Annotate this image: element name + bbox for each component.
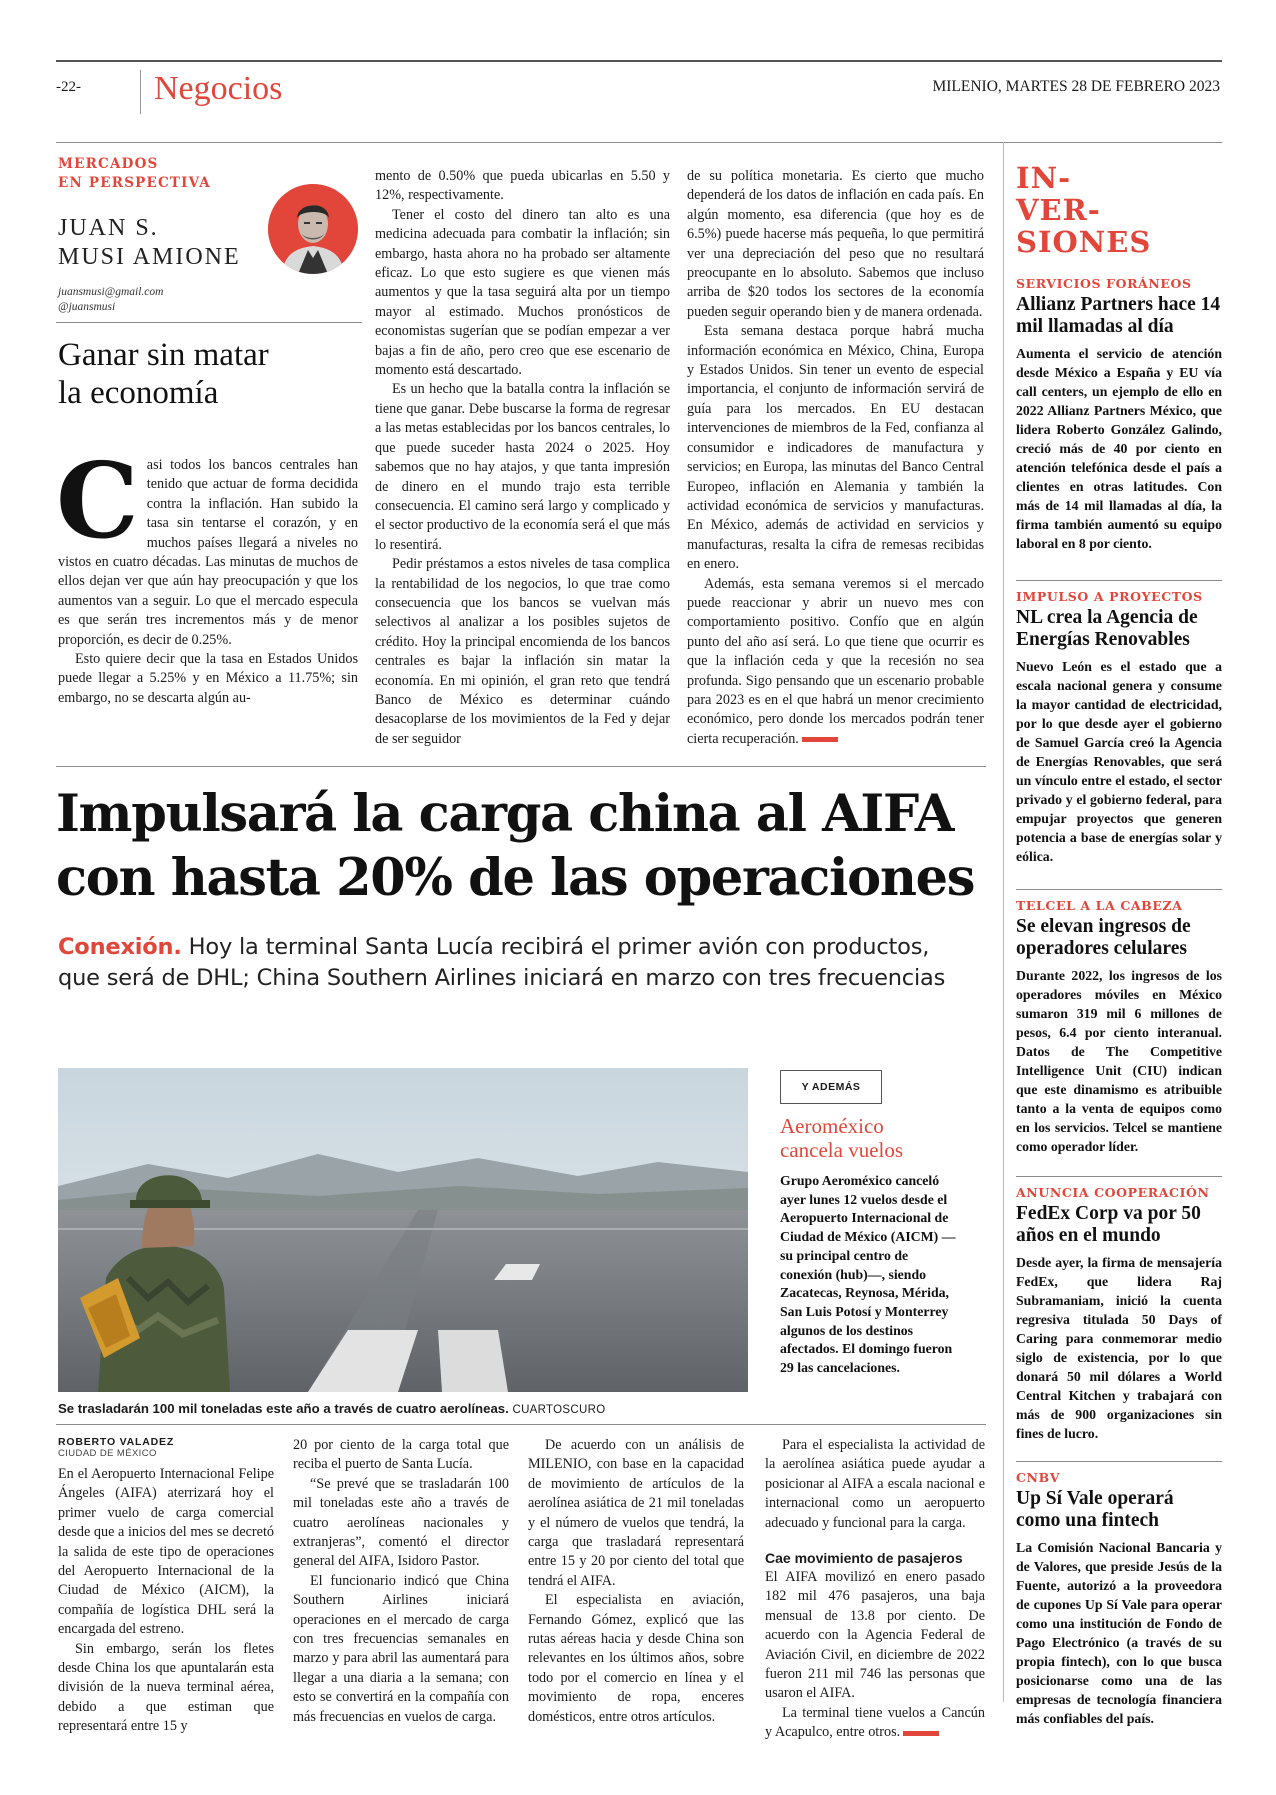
sidebar-body: Durante 2022, los ingresos de los operadores móviles en México sumaron 319 mil 6 millones de pesos, 6.4 por ciento interanual. Datos de The Competitive Intelligence Unit (CIU) indican que este dinamismo es atribuible tanto a la venta de equipos como en los servicios. Telcel se mantiene como operador líder. — [1016, 968, 1222, 1154]
story-text-col1: En el Aeropuerto Internacional Felipe Ángeles (AIFA) aterrizará hoy el primer vuelo de carga comercial desde que a inicios del mes se decretó la salida de este tipo de operaciones del Aeropuerto Internacional de la Ciudad de México (AICM), la compañía de logística DHL será la encargada del estreno. Sin embargo, serán los fletes desde China los que apuntalarán esta división de la nueva terminal aérea, debido a que estiman que representará entre 15 y — [58, 1466, 274, 1735]
column-text-col3: de su política monetaria. Es cierto que mucho dependerá de los datos de inflación en cada país. En algún momento, esa diferencia (que hoy es de 6.5%) puede hacerse más pequeña, lo que permitirá ver una depreciación del peso que no resultará preocupante en lo absoluto. Sabemos que incluso arriba de $20 todos los sectores de la economía pueden seguir operando bien y de manera ordenada. Esta semana destaca porque habrá mucha información económica en México, China, Europa y Estados Unidos. Sin tener un evento de especial importancia, el conjunto de información servirá de guía para los mercados. En EU destacan intervenciones de miembros de la Fed, confianza al consumidor e indicadores de manufactura y servicios; en Europa, las minutas del Banco Central Europeo, inflación en Alemania y también la actividad económica de servicios y manufacturas. En México, además de actividad en servicios y manufacturas, resalta la cifra de remesas recibidas en enero. Además, esta semana veremos si el mercado puede reaccionar y abrir un nuevo mes con comportamiento positivo. Confío que en algún punto del año así será. Lo que tiene que ocurrir es que la inflación ceda y que la recesión no sea profunda. Sigo pensando que un escenario probable para 2023 es en el que habrá un menor crecimiento económico, pero donde los mercados podrán tener cierta recuperación. — [687, 168, 984, 747]
ademas-body: Grupo Aeroméxico canceló ayer lunes 12 vuelos desde el Aeropuerto Internacional de Ciudad de México (AICM) — su principal centro de conexión (hub)—, siendo Zacatecas, Reynosa, Mérida, San Luis Potosí y Monterrey algunos de los destinos afectados. El domingo fueron 29 las cancelaciones. — [780, 1173, 956, 1376]
story-subhead: Cae movimiento de pasajeros — [765, 1550, 963, 1567]
section-divider — [140, 70, 141, 114]
sidebar-item — [1016, 276, 1222, 580]
photo-caption: Se trasladarán 100 mil toneladas este año a través de cuatro aerolíneas. CUARTOSCURO — [58, 1401, 606, 1416]
author-avatar — [268, 184, 358, 274]
column-kicker: MERCADOS EN PERSPECTIVA — [58, 156, 211, 191]
sidebar-headline: Up Sí Vale operará como una fintech — [1016, 1488, 1174, 1531]
column-author: JUAN S. MUSI AMIONE — [58, 215, 241, 270]
column-title: Ganar sin matar la economía — [58, 337, 269, 411]
end-mark — [802, 737, 838, 742]
author-portrait-icon — [268, 184, 358, 274]
sidebar-rule — [1016, 580, 1222, 581]
sidebar-body: Nuevo León es el estado que a escala nacional genera y consume la mayor cantidad de electricidad, por lo que desde ayer el gobierno de Samuel García creó la Agencia de Energías Renovables, que será un vínculo entre el estado, el sector privado y el gobierno federal, para empujar proyectos que generen potencia a base de energías solar y eólica. — [1016, 659, 1222, 864]
main-photo — [58, 1068, 748, 1392]
sidebar-headline: Allianz Partners hace 14 mil llamadas al día — [1016, 294, 1221, 337]
sidebar-item — [1016, 589, 1222, 889]
sidebar-title: IN- VER- SIONES — [1016, 161, 1152, 259]
column-text-col1: C asi todos los bancos centrales han tenido que actuar de forma decidida contra la inflación. Han subido la tasa sin tentarse el corazón, y en muchos países llegará a niveles no vistos en cuatro décadas. Las minutas de muchos de ellos dejan ver que aún hay preocupación y que los aumentos van a seguir. Lo que el mercado especula es que serán tres incrementos más y de menor proporción, es decir de 0.25%. Esto quiere decir que la tasa en Estados Unidos puede llegar a 5.25% y en México a 11.75%; sin embargo, no se descarta algún au- — [56, 439, 358, 706]
sidebar-kicker: ANUNCIA COOPERACIÓN — [1016, 1185, 1210, 1200]
column-bottom-rule — [56, 766, 986, 767]
dateline: MILENIO, MARTES 28 DE FEBRERO 2023 — [932, 78, 1220, 95]
column-text-col2: mento de 0.50% que pueda ubicarlas en 5.50 y 12%, respectivamente. Tener el costo del dinero tan alto es una medicina adecuada para combatir la inflación; sin embargo, hasta ahora no ha probado ser altamente eficaz. Lo que esto sugiere es que vienen más aumentos y que la tasa seguirá alta por un tiempo mayor al estimado. Muchos pronósticos de economistas sugerían que se podían empezar a ver bajas a fin de año, pero creo que ese escenario de momento está descartado. Es un hecho que la batalla contra la inflación se tiene que ganar. Debe buscarse la forma de regresar a las metas establecidas por los bancos centrales, lo que puede suceder hasta 2024 o 2025. Hoy sabemos que no hay atajos, y que tanta impresión de dinero en el mundo trajo esta terrible consecuencia. El camino será largo y complicado y el sector productivo de la economía será el que más lo resentirá. Pedir préstamos a estos niveles de tasa complica la rentabilidad de los negocios, lo que trae como consecuencia que los bancos se vuelvan más selectivos al analizar a los posibles sujetos de crédito. Hoy la principal encomienda de los bancos centrales es bajar la inflación sin matar la economía. En mi opinión, el gran reto que tendrá Banco de México es determinar cuándo desacoplarse de los movimientos de la Fed y dejar de ser seguidor — [375, 168, 670, 747]
author-email[interactable]: juansmusi@gmail.com — [58, 286, 164, 298]
story-text-col4: Para el especialista la actividad de la aerolínea asiática puede ayudar a posicionar al AIFA a escala nacional e internacional como un aeropuerto adecuado y funcional para la carga. Cae movimiento de pasajeros El AIFA movilizó en enero pasado 182 mil 476 pasajeros, una baja mensual de 13.8 por ciento. De acuerdo con la Agencia Federal de Aviación Civil, en diciembre de 2022 fueron 211 mil 746 las personas que usaron el AIFA. La terminal tiene vuelos a Cancún y Acapulco, entre otros. — [765, 1437, 985, 1741]
sidebar-kicker: TELCEL A LA CABEZA — [1016, 898, 1183, 913]
sidebar-item — [1016, 1470, 1222, 1728]
column-author-rule — [56, 322, 362, 323]
sidebar-headline: FedEx Corp va por 50 años en el mundo — [1016, 1203, 1201, 1246]
top-rule — [56, 60, 1222, 62]
sidebar-headline: NL crea la Agencia de Energías Renovables — [1016, 607, 1198, 650]
sidebar-divider — [1003, 142, 1004, 1702]
sidebar-item — [1016, 898, 1222, 1176]
main-headline: Impulsará la carga china al AIFA con hasta 20% de las operaciones — [56, 784, 975, 908]
sidebar-rule — [1016, 889, 1222, 890]
runway-soldier-photo-icon — [58, 1068, 748, 1392]
story-text-col3: De acuerdo con un análisis de MILENIO, con base en la capacidad de movimiento de artículos de la aerolínea asiática de 21 mil toneladas y el número de vuelos que tendrá, la carga que trasladará representará entre 15 y 20 por ciento del total que tendrá el AIFA. El especialista en aviación, Fernando Gómez, explicó que las rutas aéreas hacia y desde China son relevantes en los últimos años, sobre todo por el comercio en línea y el movimiento de ropa, enceres domésticos, entre otros artículos. — [528, 1437, 744, 1725]
photo-credit: CUARTOSCURO — [512, 1404, 606, 1416]
sidebar-kicker: CNBV — [1016, 1470, 1061, 1485]
deck-label: Conexión. — [58, 934, 182, 960]
sidebar-headline: Se elevan ingresos de operadores celulares — [1016, 916, 1191, 959]
sidebar-body: Aumenta el servicio de atención desde México a España y EU vía call centers, un ejemplo de ello en 2022 Allianz Partners México, que lidera Roberto González Galindo, creció más de 40 por ciento en atención telefónica desde el país a clientes en otras latitudes. Con más de 14 mil llamadas al día, la firma también aumentó su equipo laboral en 8 por ciento. — [1016, 346, 1222, 551]
ademas-title: Aeroméxico cancela vuelos — [780, 1114, 904, 1162]
author-handle[interactable]: @juansmusi — [58, 301, 116, 313]
sidebar-kicker: IMPULSO A PROYECTOS — [1016, 589, 1203, 604]
sidebar-list — [1016, 276, 1222, 1728]
drop-cap: C — [56, 439, 139, 562]
header-bottom-rule — [56, 142, 1222, 143]
sidebar-rule — [1016, 1176, 1222, 1177]
sidebar-body: La Comisión Nacional Bancaria y de Valores, que preside Jesús de la Fuente, autorizó a la proveedora de cupones Up Sí Vale para operar como una institución de Fondo de Pago Electrónico (a través de su propia fintech), con lo que busca posicionarse como una de las empresas de tecnología financiera más confiables del país. — [1016, 1540, 1222, 1726]
story-text-col2: 20 por ciento de la carga total que reciba el puerto de Santa Lucía. “Se prevé que se trasladarán 100 mil toneladas este año a través de cuatro aerolíneas nacionales y extranjeras”, comentó el director general del AIFA, Isidoro Pastor. El funcionario indicó que China Southern Airlines iniciará operaciones en el mercado de carga con tres frecuencias semanales en marzo y para abril las aumentará para llegar a una diaria a la semana; con esto se convertirá en la compañía con más frecuencias en vuelos de carga. — [293, 1437, 509, 1725]
section-name: Negocios — [154, 70, 283, 107]
page-number: -22- — [56, 79, 81, 95]
ademas-tag: Y ADEMÁS — [780, 1070, 882, 1104]
sidebar-item — [1016, 1185, 1222, 1461]
sidebar-kicker: SERVICIOS FORÁNEOS — [1016, 276, 1192, 291]
sidebar-rule — [1016, 1461, 1222, 1462]
byline: ROBERTO VALADEZ CIUDAD DE MÉXICO — [58, 1436, 175, 1459]
sidebar-body: Desde ayer, la firma de mensajería FedEx, que lidera Raj Subramaniam, inició la cuenta regresiva titulada 50 Days of Caring para conmemorar medio siglo de existencia, por lo que donará 50 mil dólares a World Central Kitchen y trabajará con más de 900 organizaciones sin fines de lucro. — [1016, 1255, 1222, 1441]
main-deck: Conexión. Hoy la terminal Santa Lucía recibirá el primer avión con productos, que será de DHL; China Southern Airlines iniciará en marzo con tres frecuencias — [58, 934, 946, 991]
story-end-mark — [903, 1731, 939, 1736]
caption-rule — [56, 1424, 986, 1425]
